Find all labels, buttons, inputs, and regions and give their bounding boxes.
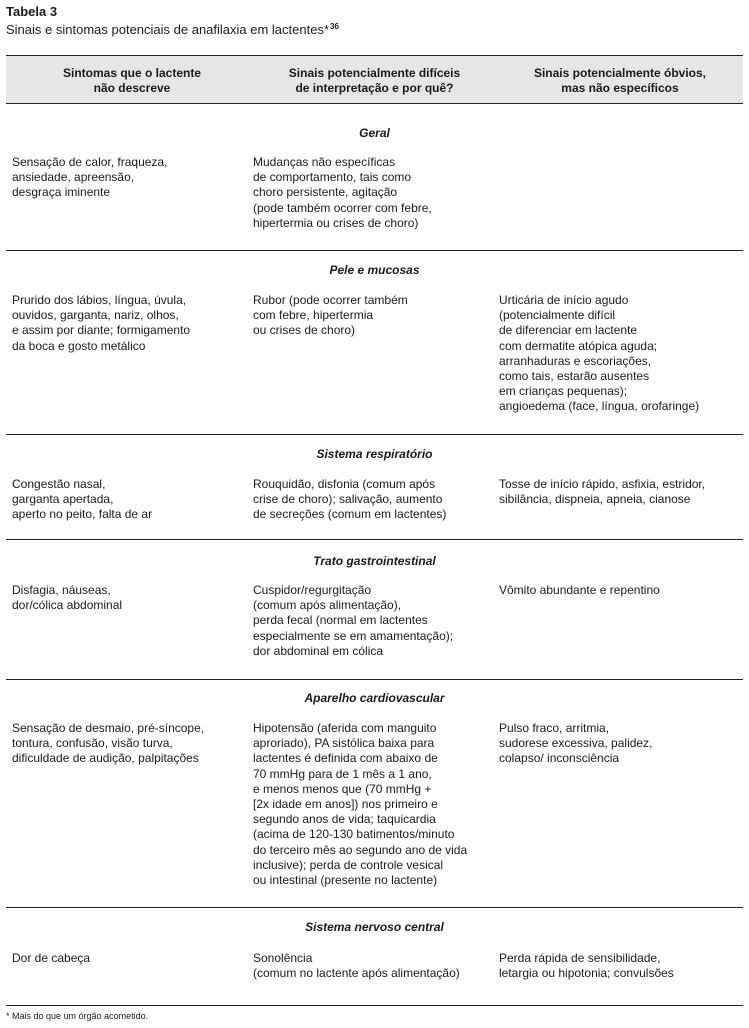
column-header-obvious-signs: Sinais potencialmente óbvios, mas não específicos [533, 66, 707, 95]
section-nervoso-central [6, 908, 743, 1006]
footnote: * Mais do que um órgão acometido. [6, 1011, 149, 1021]
cell-difficult-signs: Rouquidão, disfonia (comum após crise de choro); salivação, aumento de secreções (comum em lactentes) [253, 477, 447, 522]
cell-obvious-signs: Perda rápida de sensibilidade, letargia ou hipotonia; convulsões [499, 951, 674, 981]
cell-difficult-signs: Cuspidor/regurgitação (comum após alimentação), perda fecal (normal em lactentes especialmente se em amamentação); dor abdominal em cólica [253, 583, 454, 658]
subtitle-reference: 36 [330, 22, 339, 31]
section-title: Pele e mucosas [329, 263, 420, 277]
cell-difficult-signs: Sonolência (comum no lactente após alimentação) [253, 951, 460, 981]
table-subtitle [6, 22, 339, 37]
subtitle-text: Sinais e sintomas potenciais de anafilaxia em lactentes* [6, 22, 330, 37]
section-gastrointestinal [6, 540, 743, 680]
section-title: Geral [359, 126, 390, 140]
cell-symptoms: Dor de cabeça [12, 951, 91, 965]
cell-obvious-signs: Vômito abundante e repentino [499, 583, 660, 597]
section-cardiovascular [6, 680, 743, 908]
table-title: Tabela 3 [6, 4, 58, 19]
table-header [6, 55, 743, 104]
section-title: Sistema respiratório [316, 447, 433, 461]
section-title: Sistema nervoso central [305, 920, 444, 934]
cell-symptoms: Prurido dos lábios, língua, úvula, ouvidos, garganta, nariz, olhos, e assim por diante; formigamento da boca e gosto metálico [12, 293, 191, 353]
cell-obvious-signs: Tosse de início rápido, asfixia, estridor, sibilância, dispneia, apneia, cianose [499, 477, 706, 507]
cell-difficult-signs: Mudanças não específicas de comportamento, tais como choro persistente, agitação (pode também ocorrer com febre, hipertermia ou crises de choro) [253, 155, 432, 230]
section-title: Trato gastrointestinal [313, 554, 436, 568]
section-title: Aparelho cardiovascular [304, 691, 445, 705]
column-header-undescribed-symptoms: Sintomas que o lactente não descreve [62, 66, 202, 95]
cell-symptoms: Sensação de desmaio, pré-síncope, tontura, confusão, visão turva, dificuldade de audição, palpitações [12, 721, 205, 766]
section-respiratorio [6, 435, 743, 540]
cell-obvious-signs: Pulso fraco, arritmia, sudorese excessiva, palidez, colapso/ inconsciência [499, 721, 653, 766]
cell-difficult-signs: Hipotensão (aferida com manguito aproriado), PA sistólica baixa para lactentes é definida com abaixo de 70 mmHg para de 1 mês a 1 ano, e menos menos que (70 mmHg + [2x idade em anos]) nos primeiro e segundo anos de vida; taquicardia (acima de 120-130 batimentos/minuto do terceiro mês ao segundo ano de vida inclusive); perda de controle vesical ou intestinal (presente no lactente) [253, 721, 468, 888]
cell-symptoms: Congestão nasal, garganta apertada, aperto no peito, falta de ar [12, 477, 153, 522]
cell-obvious-signs: Urticária de início agudo (potencialmente difícil de diferenciar em lactente com dermatite atópica aguda; arranhaduras e escoriações, como tais, estarão ausentes em crianças pequenas); angioedema (face, língua, orofaringe) [499, 293, 700, 414]
section-pele-mucosas [6, 251, 743, 435]
column-header-difficult-signs: Sinais potencialmente difíceis de interpretação e por quê? [288, 66, 461, 95]
cell-difficult-signs: Rubor (pode ocorrer também com febre, hipertermia ou crises de choro) [253, 293, 408, 338]
cell-symptoms: Sensação de calor, fraqueza, ansiedade, apreensão, desgraça iminente [12, 155, 168, 200]
section-geral [6, 102, 743, 251]
cell-symptoms: Disfagia, náuseas, dor/cólica abdominal [12, 583, 123, 613]
